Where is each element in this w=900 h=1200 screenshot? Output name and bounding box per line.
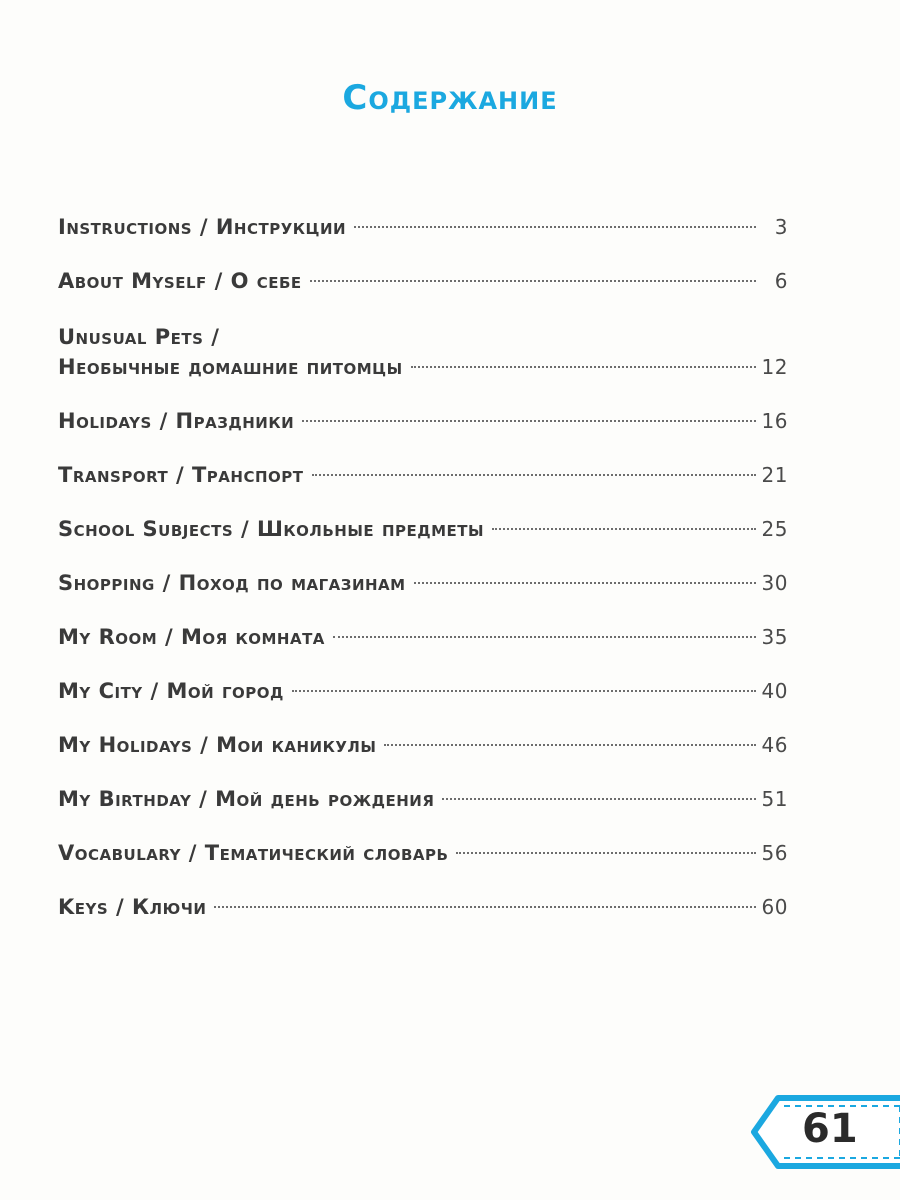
toc-entry-title: Vocabulary / Тематический словарь [58, 841, 449, 865]
toc-page-number: 51 [761, 787, 788, 811]
page-number-tab [750, 1092, 900, 1172]
toc-entry [58, 838, 788, 868]
toc-entry [58, 322, 788, 382]
toc-entry-title: About Myself / О себе [58, 269, 302, 293]
toc-entry-title: Keys / Ключи [58, 895, 207, 919]
toc-entry-title: Instructions / Инструкции [58, 215, 347, 239]
toc-page-number: 16 [761, 409, 788, 433]
toc-entry [58, 676, 788, 706]
toc-page-number: 30 [761, 571, 788, 595]
toc-entry-title: My Room / Моя комната [58, 625, 325, 649]
page-number: 61 [802, 1106, 858, 1152]
toc-page-number: 3 [774, 215, 788, 239]
toc-entry-title: My City / Мой город [58, 679, 284, 703]
dot-leader [414, 582, 756, 584]
toc-page-number: 6 [774, 269, 788, 293]
toc-entry [58, 460, 788, 490]
toc-entry [58, 568, 788, 598]
dot-leader [333, 636, 756, 638]
dot-leader [312, 474, 756, 476]
toc-entry-title: Shopping / Поход по магазинам [58, 571, 406, 595]
dot-leader [214, 906, 755, 908]
toc-entry-title: My Holidays / Мои каникулы [58, 733, 377, 757]
dot-leader [354, 226, 756, 228]
dot-leader [292, 690, 756, 692]
toc-page-number: 35 [761, 625, 788, 649]
dot-leader [442, 798, 755, 800]
toc-entry [58, 892, 788, 922]
toc-page-number: 46 [761, 733, 788, 757]
toc-entry-title: Holidays / Праздники [58, 409, 295, 433]
dot-leader [302, 420, 755, 422]
toc-entry [58, 514, 788, 544]
toc-entry [58, 406, 788, 436]
toc-entry [58, 622, 788, 652]
toc-entry-title: My Birthday / Мой день рождения [58, 787, 435, 811]
toc-entry [58, 266, 788, 296]
dot-leader [384, 744, 755, 746]
toc-entry-title: School Subjects / Школьные предметы [58, 517, 485, 541]
toc-page-number: 12 [761, 355, 788, 379]
dot-leader [456, 852, 755, 854]
toc-page-number: 40 [761, 679, 788, 703]
dot-leader [411, 366, 756, 368]
page-title: Содержание [342, 78, 558, 118]
dot-leader [492, 528, 755, 530]
toc-entry-title: Transport / Транспорт [58, 463, 304, 487]
toc-page-number: 60 [761, 895, 788, 919]
toc-entry [58, 212, 788, 242]
toc-entry-title-line1: Unusual Pets / [58, 325, 220, 349]
toc-page-number: 21 [761, 463, 788, 487]
toc-entry-title: Необычные домашние питомцы [58, 355, 403, 379]
toc-entry [58, 784, 788, 814]
toc-page-number: 25 [761, 517, 788, 541]
toc-entry [58, 730, 788, 760]
dot-leader [310, 280, 756, 282]
toc-page-number: 56 [761, 841, 788, 865]
